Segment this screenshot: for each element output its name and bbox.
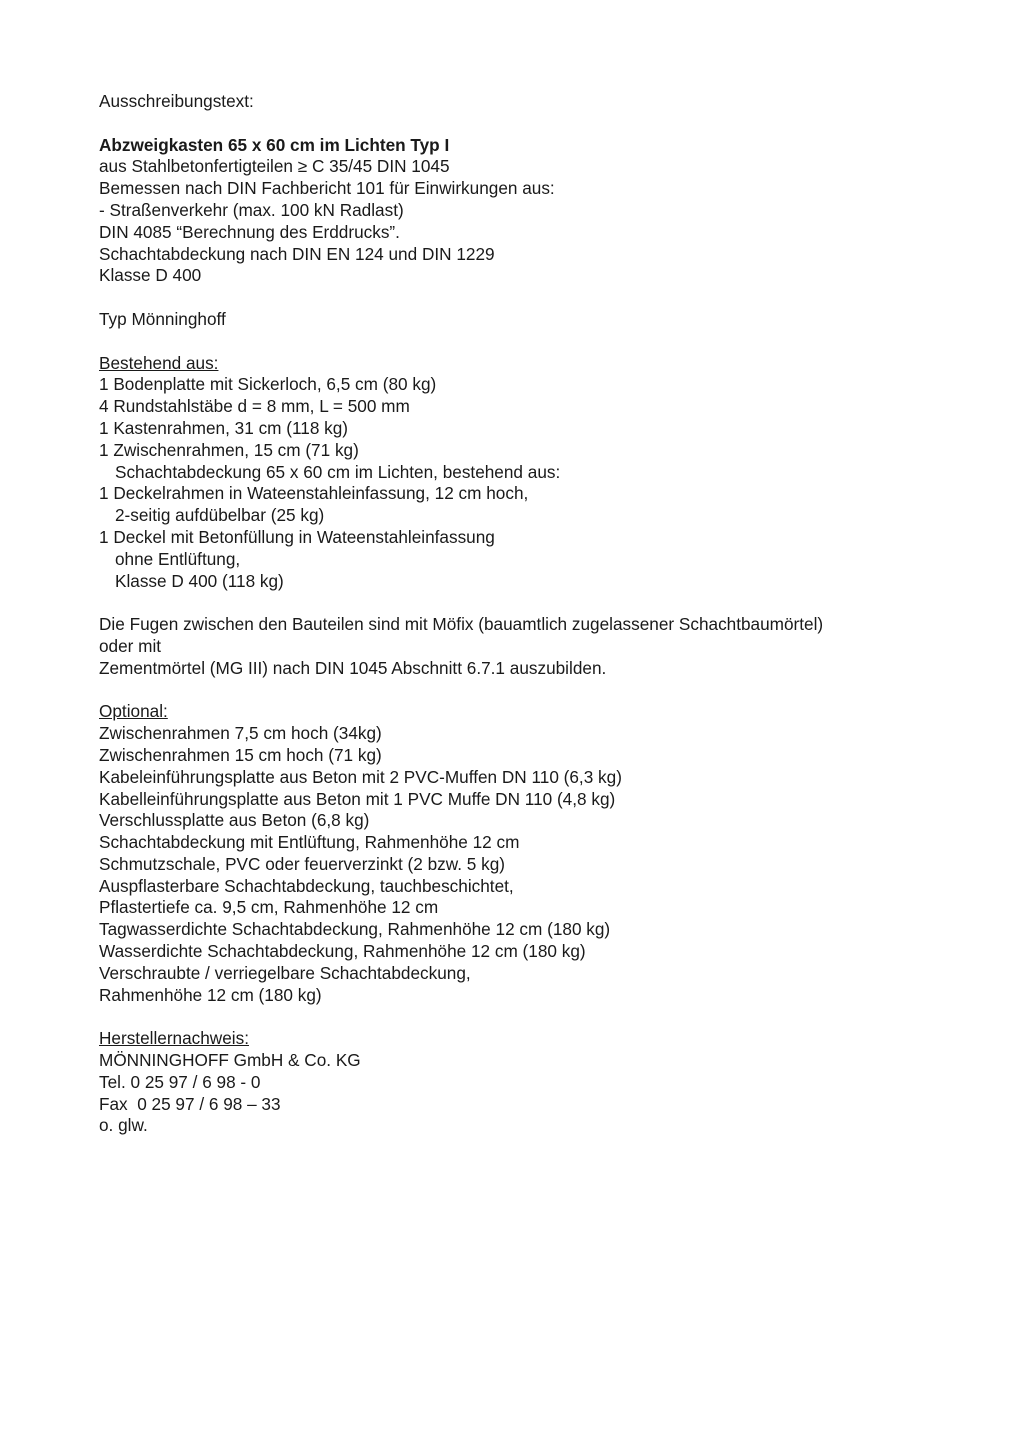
list-item: Zwischenrahmen 7,5 cm hoch (34kg) [99, 723, 382, 744]
list-item: Verschraubte / verriegelbare Schachtabdeckung, [99, 962, 471, 983]
intro-line: Schachtabdeckung nach DIN EN 124 und DIN 1229 [99, 243, 495, 264]
joints-line: Zementmörtel (MG III) nach DIN 1045 Abschnitt 6.7.1 auszubilden. [99, 657, 607, 678]
joints-line: Die Fugen zwischen den Bauteilen sind mit Möfix (bauamtlich zugelassener Schachtbaumörtel) [99, 614, 824, 635]
list-item: Pflastertiefe ca. 9,5 cm, Rahmenhöhe 12 cm [99, 897, 439, 918]
list-item: Schachtabdeckung mit Entlüftung, Rahmenhöhe 12 cm [99, 832, 520, 853]
list-item: 1 Kastenrahmen, 31 cm (118 kg) [99, 417, 349, 438]
intro-line: aus Stahlbetonfertigteilen ≥ C 35/45 DIN 1045 [99, 156, 450, 177]
list-item: Tagwasserdichte Schachtabdeckung, Rahmenhöhe 12 cm (180 kg) [99, 919, 611, 940]
spacer [99, 680, 979, 702]
list-item: 4 Rundstahlstäbe d = 8 mm, L = 500 mm [99, 396, 410, 417]
list-item: Schachtabdeckung 65 x 60 cm im Lichten, bestehend aus: [115, 461, 561, 482]
list-item: Verschlussplatte aus Beton (6,8 kg) [99, 810, 370, 831]
list-item: Wasserdichte Schachtabdeckung, Rahmenhöhe 12 cm (180 kg) [99, 941, 586, 962]
list-item: Kabeleinführungsplatte aus Beton mit 2 PVC-Muffen DN 110 (6,3 kg) [99, 766, 622, 787]
list-item: Zwischenrahmen 15 cm hoch (71 kg) [99, 744, 382, 765]
manufacturer-line: o. glw. [99, 1115, 148, 1136]
document-title: Abzweigkasten 65 x 60 cm im Lichten Typ I [99, 134, 450, 155]
list-item: 1 Zwischenrahmen, 15 cm (71 kg) [99, 439, 359, 460]
document-header: Ausschreibungstext: [99, 91, 254, 111]
spacer [99, 113, 979, 135]
list-item: ohne Entlüftung, [115, 548, 241, 569]
manufacturer-line: Tel. 0 25 97 / 6 98 - 0 [99, 1071, 261, 1092]
list-item: Auspflasterbare Schachtabdeckung, tauchbeschichtet, [99, 875, 514, 896]
intro-line: Bemessen nach DIN Fachbericht 101 für Einwirkungen aus: [99, 178, 555, 199]
list-item: 1 Deckel mit Betonfüllung in Wateenstahleinfassung [99, 526, 495, 547]
list-item: Kabelleinführungsplatte aus Beton mit 1 PVC Muffe DN 110 (4,8 kg) [99, 788, 616, 809]
document-page [99, 91, 979, 1137]
section-heading-optional: Optional: [99, 701, 168, 722]
list-item: Klasse D 400 (118 kg) [115, 570, 284, 591]
spacer [99, 287, 979, 309]
spacer [99, 331, 979, 353]
intro-line: Klasse D 400 [99, 265, 202, 286]
type-line: Typ Mönninghoff [99, 308, 226, 329]
section-heading-consists: Bestehend aus: [99, 352, 219, 373]
spacer [99, 592, 979, 614]
list-item: 1 Deckelrahmen in Wateenstahleinfassung, 12 cm hoch, [99, 483, 529, 504]
spacer [99, 1006, 979, 1028]
list-item: 1 Bodenplatte mit Sickerloch, 6,5 cm (80 kg) [99, 374, 437, 395]
section-heading-manufacturer: Herstellernachweis: [99, 1028, 249, 1049]
intro-line: DIN 4085 “Berechnung des Erddrucks”. [99, 221, 400, 242]
list-item: Rahmenhöhe 12 cm (180 kg) [99, 984, 322, 1005]
list-item: 2-seitig aufdübelbar (25 kg) [115, 505, 325, 526]
list-item: Schmutzschale, PVC oder feuerverzinkt (2 bzw. 5 kg) [99, 853, 505, 874]
manufacturer-line: MÖNNINGHOFF GmbH & Co. KG [99, 1050, 361, 1071]
joints-line: oder mit [99, 635, 162, 656]
manufacturer-line: Fax 0 25 97 / 6 98 – 33 [99, 1093, 281, 1114]
intro-line: - Straßenverkehr (max. 100 kN Radlast) [99, 199, 404, 220]
